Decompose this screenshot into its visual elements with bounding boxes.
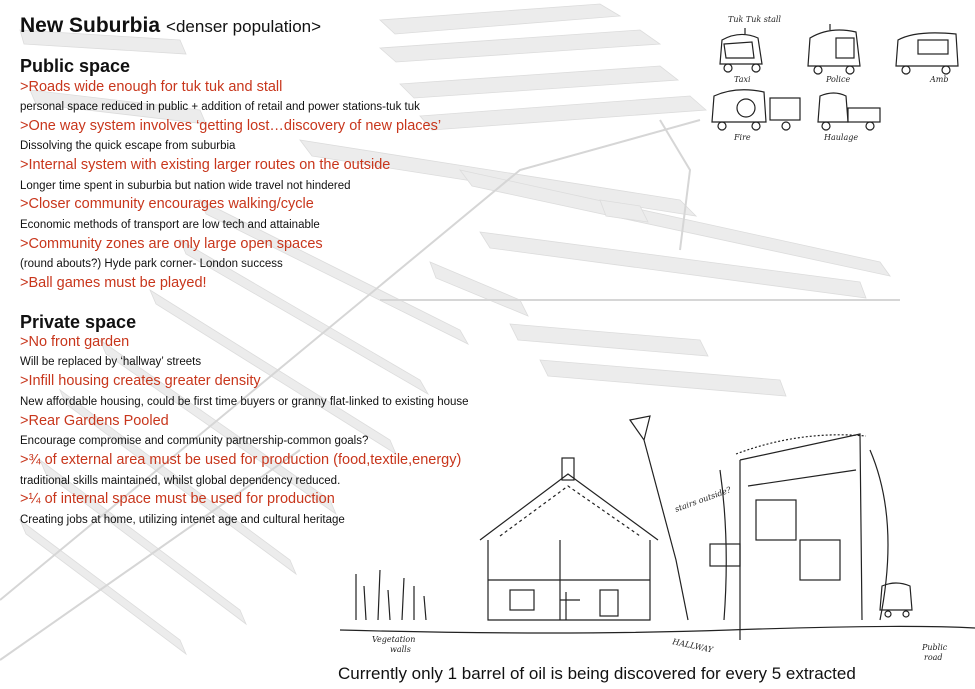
- tuk-tuk-police-sketch: [808, 24, 860, 74]
- private-point-4: >¾ of external area must be used for production (food,textile,energy): [20, 452, 462, 468]
- label-walls: walls: [390, 645, 411, 654]
- public-space-heading: Public space: [20, 56, 131, 76]
- private-note-1: Will be replaced by ‘hallway’ streets: [20, 356, 202, 368]
- label-amb: Amb: [930, 75, 949, 84]
- public-point-1: >Roads wide enough for tuk tuk and stall: [20, 79, 283, 95]
- ground-line: [340, 626, 975, 633]
- private-note-5: Creating jobs at home, utilizing intenet age and cultural heritage: [20, 514, 345, 526]
- public-point-2: >One way system involves ‘getting lost…discovery of new places’: [20, 118, 442, 134]
- private-point-1: >No front garden: [20, 334, 130, 350]
- public-point-3: >Internal system with existing larger routes on the outside: [20, 157, 391, 173]
- kite-sketch: [630, 416, 688, 620]
- label-hallway: HALLWAY: [671, 637, 714, 655]
- tuk-tuk-fire-sketch: [712, 90, 800, 130]
- label-road: road: [924, 653, 943, 662]
- label-police: Police: [826, 75, 851, 84]
- label-vegetation: Vegetation: [372, 635, 416, 644]
- private-note-4: traditional skills maintained, whilst global dependency reduced.: [20, 475, 341, 487]
- label-stalls: Tuk Tuk stall: [728, 15, 781, 24]
- private-point-5: >¼ of internal space must be used for production: [20, 491, 335, 507]
- private-point-2: >Infill housing creates greater density: [20, 373, 261, 389]
- infill-block-sketch: [710, 434, 888, 640]
- public-note-5: (round abouts?) Hyde park corner- London success: [20, 258, 283, 270]
- label-fire: Fire: [734, 133, 751, 142]
- public-note-4: Economic methods of transport are low tech and attainable: [20, 219, 320, 231]
- private-note-2: New affordable housing, could be first time buyers or granny flat-linked to existing house: [20, 396, 469, 408]
- footer-statement: Currently only 1 barrel of oil is being discovered for every 5 extracted: [338, 664, 856, 683]
- vegetation-walls-sketch: [356, 570, 426, 620]
- label-stairs: stairs outside?: [673, 485, 733, 514]
- public-point-5: >Community zones are only large open spaces: [20, 236, 323, 252]
- public-note-1: personal space reduced in public + addition of retail and power stations-tuk tuk: [20, 101, 420, 113]
- public-point-4: >Closer community encourages walking/cycle: [20, 196, 314, 212]
- tuk-tuk-haulage-sketch: [818, 93, 880, 130]
- title-subtitle: <denser population>: [166, 17, 322, 36]
- page-title: [20, 14, 321, 38]
- private-point-3: >Rear Gardens Pooled: [20, 413, 169, 429]
- public-point-6: >Ball games must be played!: [20, 275, 207, 291]
- public-note-2: Dissolving the quick escape from suburbia: [20, 140, 236, 152]
- private-space-heading: Private space: [20, 312, 137, 332]
- label-haulage: Haulage: [824, 133, 859, 142]
- title-main: New Suburbia: [20, 14, 161, 37]
- private-note-3: Encourage compromise and community partnership-common goals?: [20, 435, 369, 447]
- house-section-sketch: [480, 458, 658, 620]
- label-public: Public: [922, 643, 948, 652]
- public-note-3: Longer time spent in suburbia but nation wide travel not hindered: [20, 180, 351, 192]
- tuk-tuk-ambulance-sketch: [896, 33, 958, 74]
- label-taxi: Taxi: [734, 75, 751, 84]
- tuk-tuk-taxi-sketch: [720, 28, 762, 72]
